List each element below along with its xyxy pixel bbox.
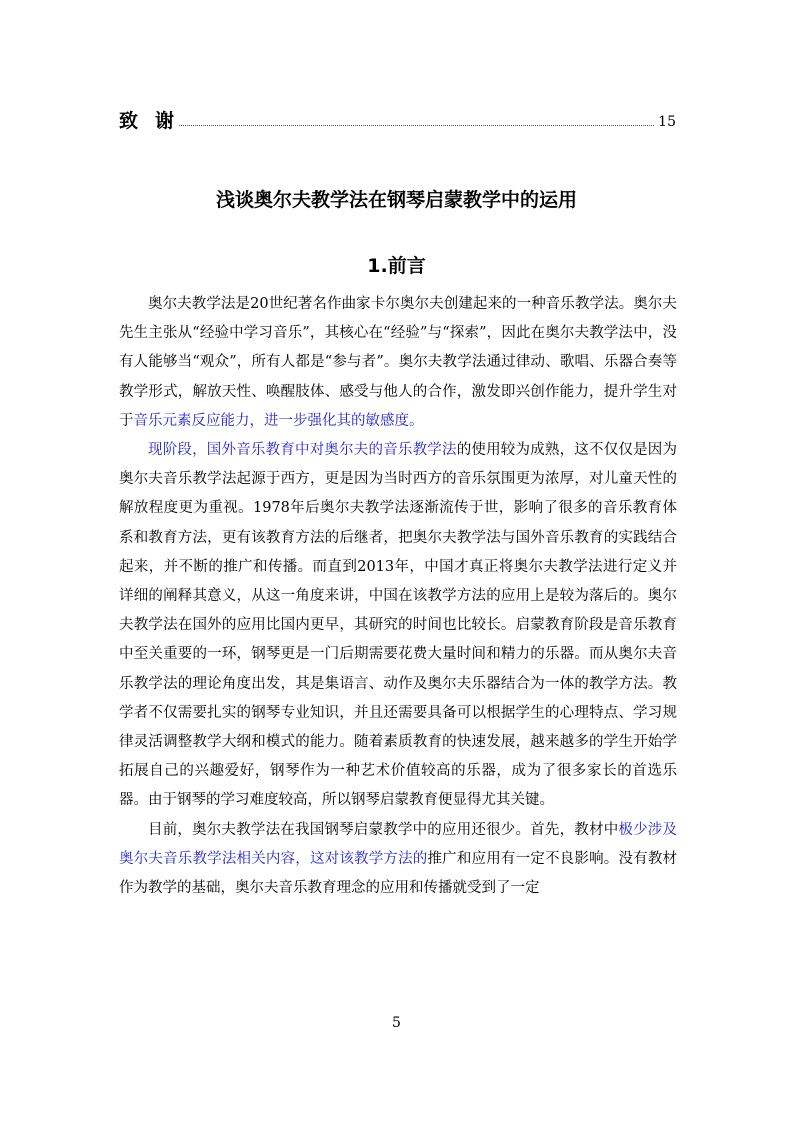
toc-page-number: 15 (658, 114, 676, 130)
document-title: 浅谈奥尔夫教学法在钢琴启蒙教学中的运用 (215, 189, 577, 211)
toc-entry-acknowledgements[interactable] (119, 106, 676, 132)
toc-leader-dots (179, 124, 654, 126)
body-text (119, 290, 677, 903)
paragraph-1-text-1: 奥尔夫教学法是20世纪著名作曲家卡尔奥尔夫创建起来的一种音乐教学法。奥尔夫先生主张从“经验中学习音乐”，其核心在“经验”与“探索”，因此在奥尔夫教学法中，没有人能够当“观众”，所有人都是“参与者”。奥尔夫教学法通过律动、歌唱、乐器合奏等教学形式，解放天性、唤醒肢体、感受与他人的合作，激发即兴创作能力，提升学生对于 (119, 296, 677, 429)
paragraph-3 (119, 816, 677, 904)
paragraph-2-highlight-1: 现阶段，国外音乐教育中对奥尔夫的音乐教学法 (148, 442, 457, 459)
paragraph-2 (119, 436, 677, 816)
paragraph-1-highlight-1: 音乐元素反应能力，进一步强化其的敏感度。 (133, 412, 424, 429)
paragraph-2-text-1: 的使用较为成熟，这不仅仅是因为奥尔夫音乐教学法起源于西方，更是因为当时西方的音乐氛围更为浓厚，对儿童天性的解放程度更为重视。1978年后奥尔夫教学法逐渐流传于世，影响了很多的音乐教育体系和教育方法，更有该教育方法的后继者，把奥尔夫教学法与国外音乐教育的实践结合起来，并不断的推广和传播。而直到2013年，中国才真正将奥尔夫教学法进行定义并详细的阐释其意义，从这一角度来讲，中国在该教学方法的应用上是较为落后的。奥尔夫教学法在国外的应用比国内更早，其研究的时间也比较长。启蒙教育阶段是音乐教育中至关重要的一环，钢琴更是一门后期需要花费大量时间和精力的乐器。而从奥尔夫音乐教学法的理论角度出发，其是集语言、动作及奥尔夫乐器结合为一体的教学方法。教学者不仅需要扎实的钢琴专业知识，并且还需要具备可以根据学生的心理特点、学习规律灵活调整教学大纲和模式的能力。随着素质教育的快速发展，越来越多的学生开始学拓展自己的兴趣爱好，钢琴作为一种艺术价值较高的乐器，成为了很多家长的首选乐器。由于钢琴的学习难度较高，所以钢琴启蒙教育便显得尤其关键。 (119, 442, 678, 809)
paragraph-3-highlight-1: 极少涉及奥尔夫音乐教学法相关内容，这对该教学方法的 (119, 821, 678, 867)
toc-title: 致谢 (119, 110, 192, 132)
page-number: 5 (392, 1015, 401, 1031)
paragraph-1 (119, 290, 677, 436)
paragraph-3-text-1: 目前，奥尔夫教学法在我国钢琴启蒙教学中的应用还很少。首先，教材中 (148, 821, 619, 838)
section-heading: 1.前言 (367, 255, 426, 277)
paragraph-3-text-2: 推广和应用有一定不良影响。没有教材作为教学的基础，奥尔夫音乐教育理念的应用和传播就受到了一定 (119, 850, 678, 897)
